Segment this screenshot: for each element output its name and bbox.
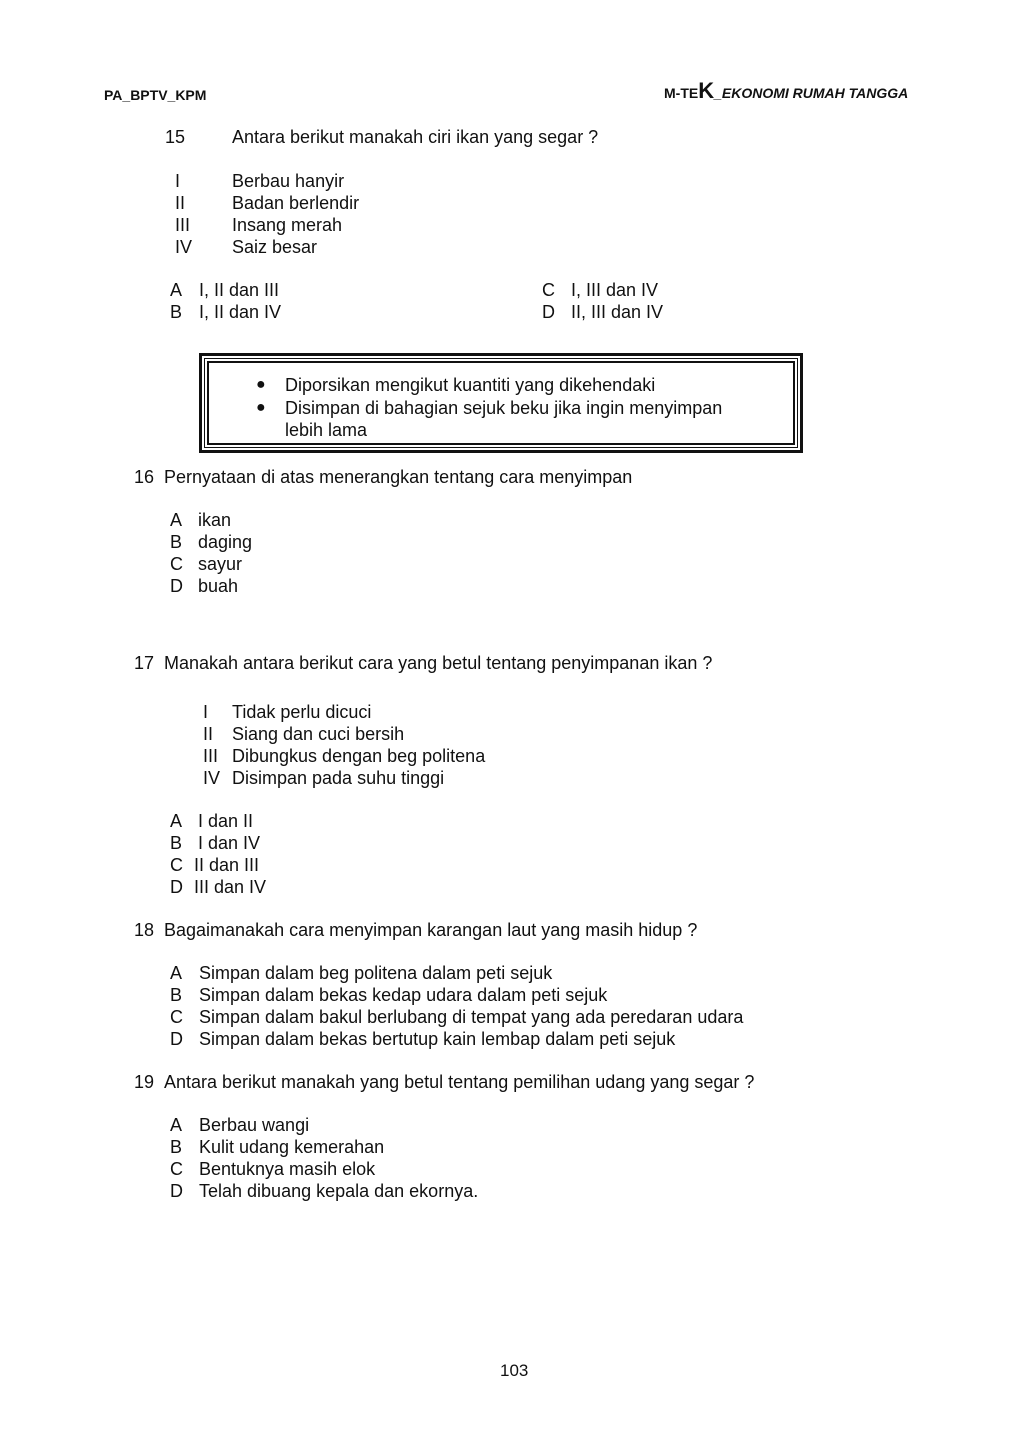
option-text: I, II dan III bbox=[199, 280, 280, 300]
option-letter: D bbox=[170, 1029, 183, 1049]
option-text: I, III dan IV bbox=[571, 280, 659, 300]
option-text: II, III dan IV bbox=[571, 302, 664, 322]
option-text: Kulit udang kemerahan bbox=[199, 1137, 385, 1157]
statement-numeral: II bbox=[203, 724, 214, 744]
question-text: Manakah antara berikut cara yang betul tentang penyimpanan ikan ? bbox=[164, 653, 713, 673]
question-number: 15 bbox=[165, 127, 186, 147]
option-letter: C bbox=[542, 280, 555, 300]
option-letter: B bbox=[170, 985, 183, 1005]
option-text: III dan IV bbox=[194, 877, 267, 897]
bullet-icon: ● bbox=[256, 376, 266, 393]
option-letter: C bbox=[170, 855, 183, 875]
bullet-text: Diporsikan mengikut kuantiti yang dikehendaki bbox=[285, 375, 656, 395]
option-text: II dan III bbox=[194, 855, 260, 875]
option-text: Simpan dalam beg politena dalam peti sejuk bbox=[199, 963, 553, 983]
statement-text: Insang merah bbox=[232, 215, 343, 235]
question-text: Pernyataan di atas menerangkan tentang cara menyimpan bbox=[164, 467, 633, 487]
statement-numeral: I bbox=[175, 171, 181, 191]
option-letter: C bbox=[170, 554, 183, 574]
option-letter: B bbox=[170, 302, 183, 322]
option-letter: C bbox=[170, 1007, 183, 1027]
question-number: 19 bbox=[134, 1072, 155, 1092]
statement-numeral: III bbox=[203, 746, 219, 766]
option-text: Telah dibuang kepala dan ekornya. bbox=[199, 1181, 479, 1201]
bullet-text-continuation: lebih lama bbox=[285, 420, 368, 440]
option-text: Simpan dalam bekas kedap udara dalam peti sejuk bbox=[199, 985, 608, 1005]
statement-numeral: III bbox=[175, 215, 191, 235]
statement-text: Siang dan cuci bersih bbox=[232, 724, 405, 744]
option-letter: B bbox=[170, 1137, 183, 1157]
option-text: daging bbox=[198, 532, 253, 552]
header-right-prefix: M-TE bbox=[664, 85, 699, 101]
page-number: 103 bbox=[500, 1361, 529, 1380]
header-right bbox=[664, 80, 908, 104]
question-number: 16 bbox=[134, 467, 155, 487]
question-text: Bagaimanakah cara menyimpan karangan laut yang masih hidup ? bbox=[164, 920, 698, 940]
option-text: I, II dan IV bbox=[199, 302, 282, 322]
option-letter: D bbox=[542, 302, 555, 322]
option-text: Simpan dalam bekas bertutup kain lembap dalam peti sejuk bbox=[199, 1029, 676, 1049]
option-letter: B bbox=[170, 532, 183, 552]
option-letter: A bbox=[170, 963, 183, 983]
header-right-k: K bbox=[698, 78, 715, 103]
question-number: 18 bbox=[134, 920, 155, 940]
statement-numeral: IV bbox=[203, 768, 221, 788]
bullet-icon: ● bbox=[256, 399, 266, 416]
statement-text: Saiz besar bbox=[232, 237, 318, 257]
question-text: Antara berikut manakah yang betul tentang pemilihan udang yang segar ? bbox=[164, 1072, 755, 1092]
option-text: buah bbox=[198, 576, 239, 596]
statement-text: Disimpan pada suhu tinggi bbox=[232, 768, 445, 788]
option-text: ikan bbox=[198, 510, 232, 530]
statement-text: Berbau hanyir bbox=[232, 171, 345, 191]
option-text: I dan II bbox=[198, 811, 254, 831]
statement-numeral: II bbox=[175, 193, 186, 213]
option-letter: A bbox=[170, 510, 183, 530]
option-text: Bentuknya masih elok bbox=[199, 1159, 376, 1179]
option-text: I dan IV bbox=[198, 833, 261, 853]
option-letter: D bbox=[170, 877, 183, 897]
question-number: 17 bbox=[134, 653, 155, 673]
option-letter: A bbox=[170, 280, 183, 300]
option-text: Berbau wangi bbox=[199, 1115, 310, 1135]
option-letter: C bbox=[170, 1159, 183, 1179]
statement-text: Dibungkus dengan beg politena bbox=[232, 746, 486, 766]
statement-text: Tidak perlu dicuci bbox=[232, 702, 372, 722]
bullet-text: Disimpan di bahagian sejuk beku jika ingin menyimpan bbox=[285, 398, 723, 418]
option-letter: A bbox=[170, 1115, 183, 1135]
option-letter: D bbox=[170, 1181, 183, 1201]
statement-numeral: I bbox=[203, 702, 209, 722]
header-left: PA_BPTV_KPM bbox=[104, 87, 207, 103]
question-text: Antara berikut manakah ciri ikan yang segar ? bbox=[232, 127, 599, 147]
option-letter: B bbox=[170, 833, 183, 853]
header-right-suffix: _EKONOMI RUMAH TANGGA bbox=[714, 85, 909, 101]
option-letter: A bbox=[170, 811, 183, 831]
option-letter: D bbox=[170, 576, 183, 596]
statement-text: Badan berlendir bbox=[232, 193, 360, 213]
option-text: sayur bbox=[198, 554, 243, 574]
statement-numeral: IV bbox=[175, 237, 193, 257]
option-text: Simpan dalam bakul berlubang di tempat yang ada peredaran udara bbox=[199, 1007, 744, 1027]
